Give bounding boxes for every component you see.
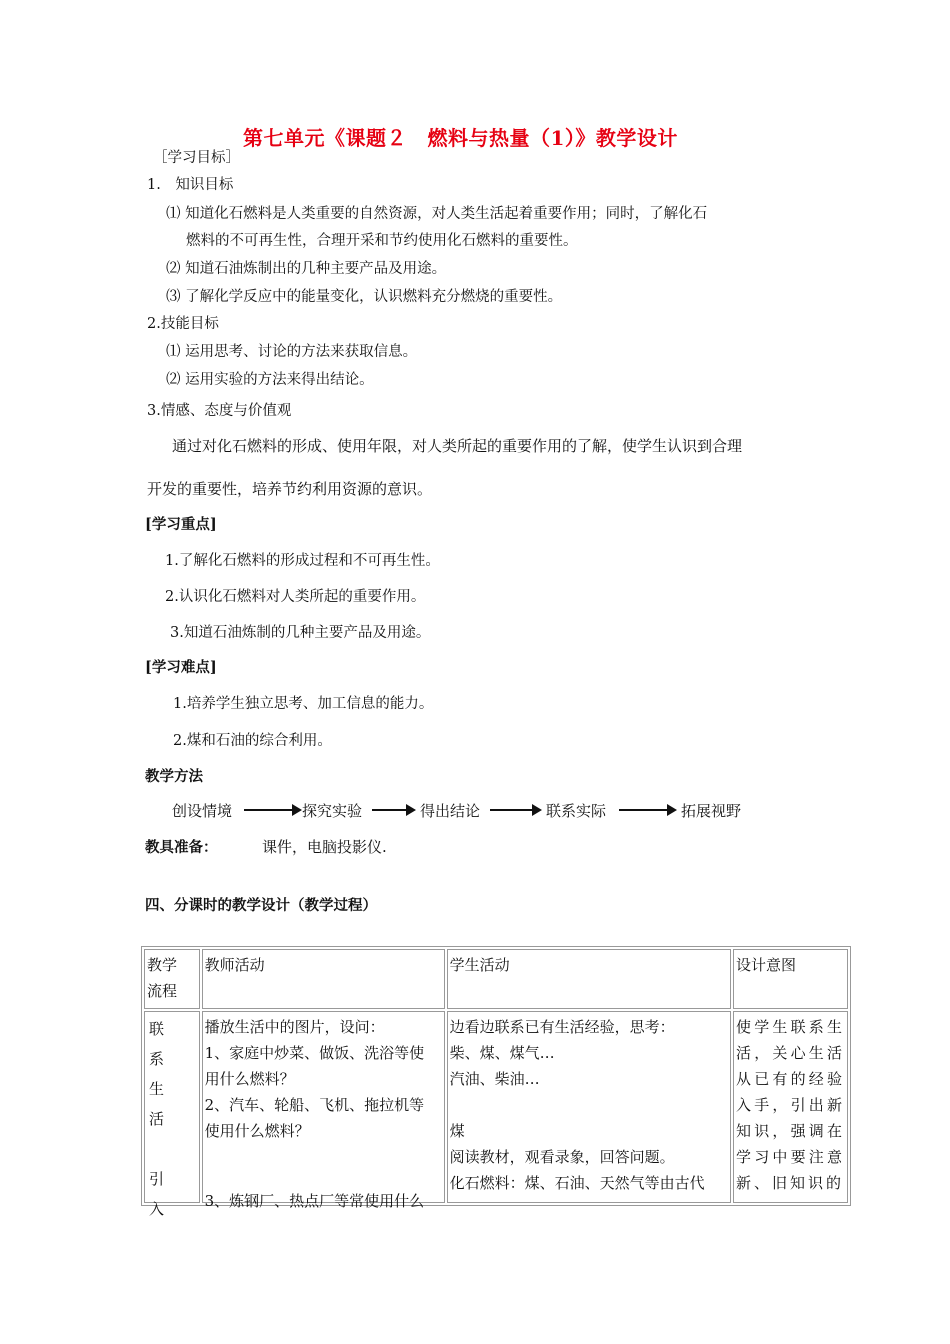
student-line: 边看边联系已有生活经验，思考： [449,1018,675,1036]
teacher-spacer [205,1144,442,1188]
teacher-line: 播放生活中的图片，设问： [204,1018,385,1036]
key-point-2: 2.认识化石燃料对人类所起的重要作用。 [165,589,426,605]
method-step-1: 创设情境 [172,802,233,820]
student-line: 煤 [449,1122,465,1140]
teacher-line: 使用什么燃料？ [204,1122,310,1140]
method-arrow-4 [619,809,675,811]
teacher-cell [202,1011,445,1210]
method-arrow-1 [244,809,300,811]
header-teacher [202,949,445,1009]
header-flow [144,949,200,1009]
header-flow-line-1: 教学 [147,956,178,974]
student-cell [447,1011,731,1203]
knowledge-item-2: ⑵ 知道石油炼制出的几种主要产品及用途。 [166,261,447,277]
difficulties-heading: [学习难点] [145,659,217,676]
knowledge-heading: 1. 知识目标 [147,177,234,193]
difficulty-2: 2.煤和石油的综合利用。 [173,733,332,749]
tools-value: 课件，电脑投影仪. [262,838,387,856]
method-step-3: 得出结论 [420,802,481,820]
key-point-1: 1.了解化石燃料的形成过程和不可再生性。 [165,553,440,569]
intent-cell [733,1011,848,1203]
teacher-line: 3、炼钢厂、热点厂等常使用什么 [204,1192,425,1210]
flow-char: 系 [149,1050,165,1068]
knowledge-item-1-line-2: 燃料的不可再生性，合理开采和节约使用化石燃料的重要性。 [186,233,578,249]
header-student-label: 学生活动 [449,956,510,974]
key-point-3: 3.知道石油炼制的几种主要产品及用途。 [170,625,431,641]
teacher-line: 1、家庭中炒菜、做饭、洗浴等使 [204,1044,425,1062]
tools-label: 教具准备： [145,839,218,856]
skills-item-2: ⑵ 运用实验的方法来得出结论。 [166,372,374,388]
student-line: 汽油、柴油… [449,1070,540,1088]
teacher-line: 2、汽车、轮船、飞机、拖拉机等 [204,1096,425,1114]
attitude-line-1: 通过对化石燃料的形成、使用年限，对人类所起的重要作用的了解，使学生认识到合理 [172,437,743,455]
method-heading: 教学方法 [145,768,203,785]
document-title: 第七单元《课题２ 燃料与热量（1）》教学设计 [243,126,678,150]
knowledge-item-1-line-1: ⑴ 知道化石燃料是人类重要的自然资源，对人类生活起着重要作用；同时，了解化石 [166,206,708,222]
method-arrow-2 [372,809,414,811]
attitude-heading: 3.情感、态度与价值观 [147,403,292,419]
flow-cell [144,1011,200,1218]
student-spacer [450,1092,728,1118]
flow-char: 联 [149,1020,165,1038]
method-step-4: 联系实际 [546,802,607,820]
flow-char: 引 [149,1170,165,1188]
method-step-2: 探究实验 [302,802,363,820]
section-4-heading: 四、分课时的教学设计（教学过程） [145,897,377,914]
header-teacher-label: 教师活动 [204,956,265,974]
objectives-heading: ［学习目标］ [153,150,240,166]
method-step-5: 拓展视野 [681,802,742,820]
header-intent [733,949,848,1009]
flow-char: 生 [149,1080,165,1098]
flow-char: 入 [149,1200,165,1218]
skills-item-1: ⑴ 运用思考、讨论的方法来获取信息。 [166,344,418,360]
flow-char: 活 [149,1110,165,1128]
teaching-process-table [141,946,851,1218]
knowledge-item-3: ⑶ 了解化学反应中的能量变化，认识燃料充分燃烧的重要性。 [166,289,563,305]
header-flow-line-2: 流程 [147,982,178,1000]
intent-text: 使学生联系生活，关心生活从已有的经验入手，引出新知识，强调在学习中要注意新、旧知识的 [736,1018,845,1192]
teacher-line: 用什么燃料？ [204,1070,295,1088]
table-row [144,1011,848,1203]
key-points-heading: [学习重点] [145,516,217,533]
flow-spacer [149,1134,169,1164]
method-arrow-3 [490,809,540,811]
difficulty-1: 1.培养学生独立思考、加工信息的能力。 [173,696,434,712]
attitude-line-2: 开发的重要性，培养节约利用资源的意识。 [147,480,433,498]
header-student [447,949,731,1009]
header-intent-label: 设计意图 [736,956,797,974]
skills-heading: 2.技能目标 [147,316,219,332]
student-line: 柴、煤、煤气… [449,1044,555,1062]
student-line: 阅读教材，观看录象，回答问题。 [449,1148,675,1166]
table-header-row [144,949,848,1009]
student-line: 化石燃料：煤、石油、天然气等由古代 [449,1174,705,1192]
